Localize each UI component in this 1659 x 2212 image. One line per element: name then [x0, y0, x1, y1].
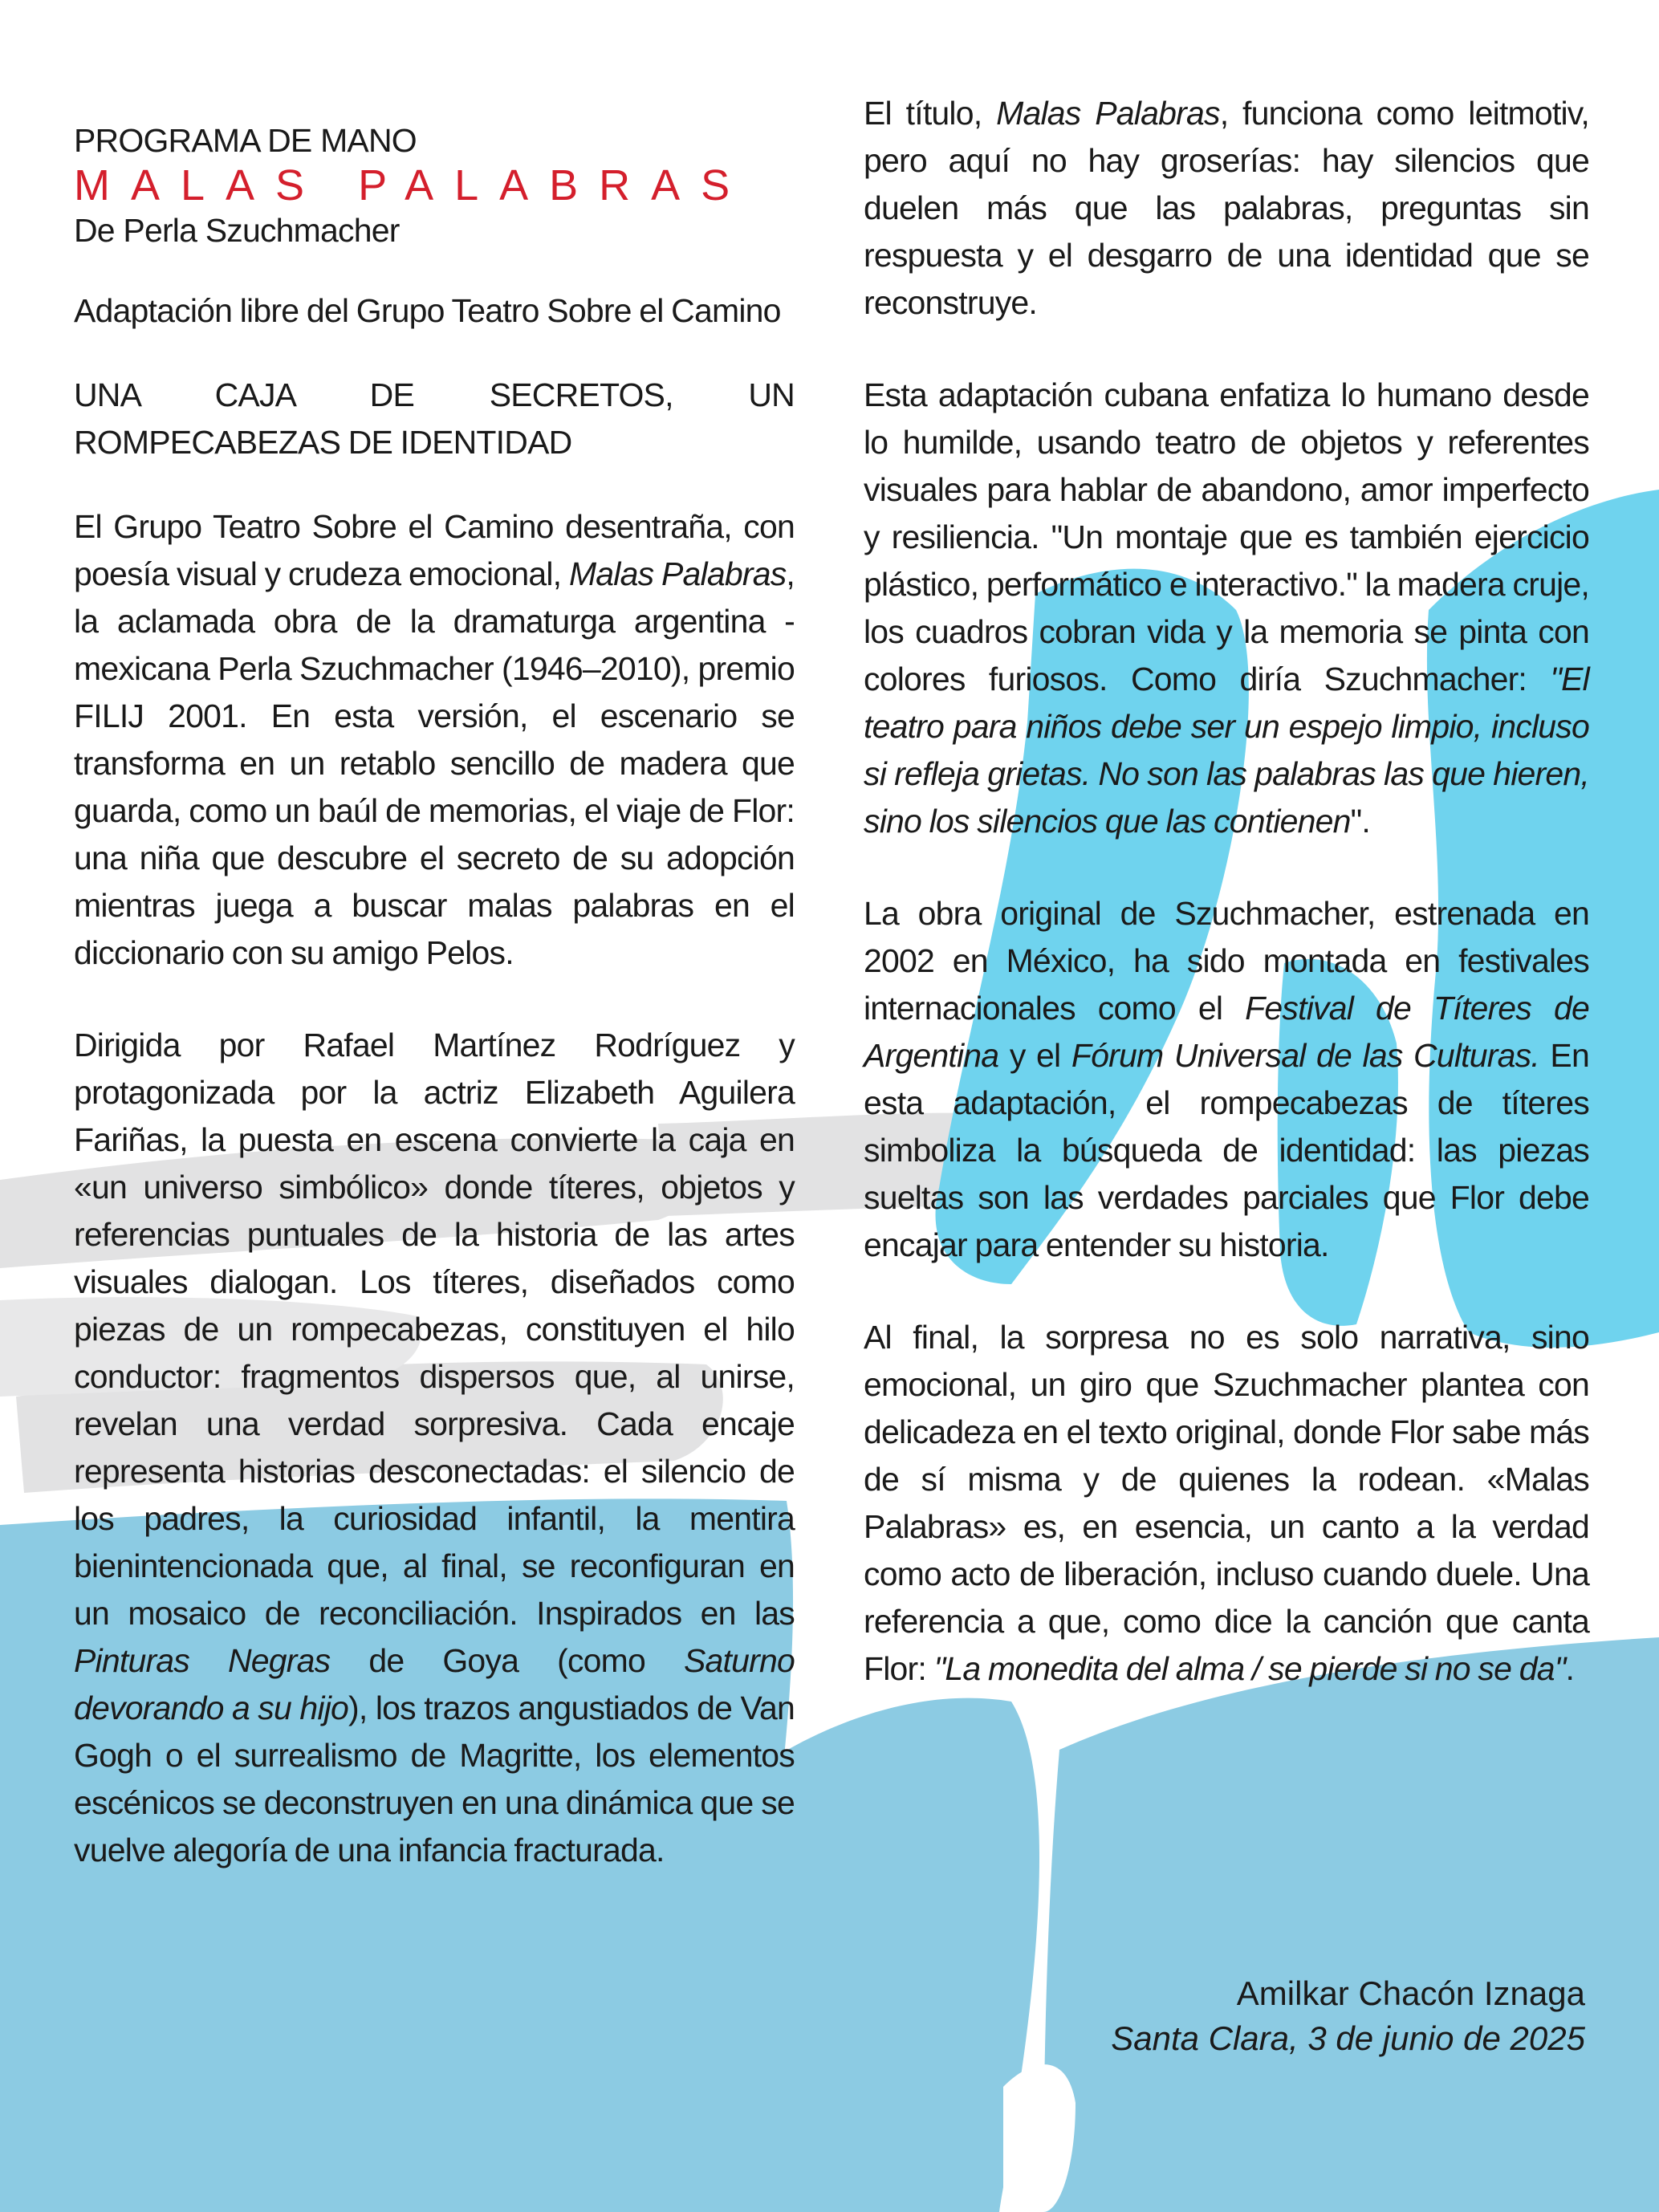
right-paragraph-4: Al final, la sorpresa no es solo narrativa, sino emocional, un giro que Szuchmacher plantea con delicadeza en el texto original, donde Flor sabe más de sí misma y de quienes la rodean. «Malas Palabras» es, en esencia, un canto a la verdad como acto de liberación, incluso cuando duele. Una referencia a que, como dice la canción que canta Flor: "La monedita del alma / se pierde si no se da".	[864, 1319, 1589, 1687]
section-heading: UNA CAJA DE SECRETOS, UN ROMPECABEZAS DE IDENTIDAD	[74, 376, 795, 461]
right-paragraph-3: La obra original de Szuchmacher, estrenada en 2002 en México, ha sido montada en festivales internacionales como el Festival de Títeres de Argentina y el Fórum Universal de las Culturas. En esta adaptación, el rompecabezas de títeres simboliza la búsqueda de identidad: las piezas sueltas son las verdades parciales que Flor debe encajar para entender su historia.	[864, 895, 1589, 1263]
play-author: De Perla Szuchmacher	[74, 212, 400, 249]
signature-name: Amilkar Chacón Iznaga	[1236, 1974, 1585, 2012]
signature-place-date: Santa Clara, 3 de junio de 2025	[1111, 2019, 1585, 2057]
blue-stroke-bottom-right	[1043, 1637, 1659, 2212]
program-label: PROGRAMA DE MANO	[74, 122, 417, 159]
right-paragraph-1: El título, Malas Palabras, funciona como leitmotiv, pero aquí no hay groserías: hay silencios que duelen más que las palabras, preguntas sin respuesta y el desgarro de una identidad que se reconstruye.	[864, 95, 1590, 321]
left-column	[74, 120, 795, 1874]
adaptation-credit: Adaptación libre del Grupo Teatro Sobre el Camino	[74, 292, 781, 329]
right-paragraph-2: Esta adaptación cubana enfatiza lo humano desde lo humilde, usando teatro de objetos y referentes visuales para hablar de abandono, amor imperfecto y resiliencia. "Un montaje que es también ejercicio plástico, performático e interactivo." la madera cruje, los cuadros cobran vida y la memoria se pinta con colores furiosos. Como diría Szuchmacher: "El teatro para niños debe ser un espejo limpio, incluso si refleja grietas. No son las palabras las que hieren, sino los silencios que las contienen".	[864, 376, 1589, 840]
play-title: MALAS PALABRAS	[74, 161, 751, 209]
left-paragraph-1: El Grupo Teatro Sobre el Camino desentraña, con poesía visual y crudeza emocional, Malas Palabras, la aclamada obra de la dramaturga argentina - mexicana Perla Szuchmacher (1946–2010), premio FILIJ 2001. En esta versión, el escenario se transforma en un retablo sencillo de madera que guarda, como un baúl de memorias, el viaje de Flor: una niña que descubre el secreto de su adopción mientras juega a buscar malas palabras en el diccionario con su amigo Pelos.	[74, 508, 795, 971]
signature-block	[1111, 1971, 1585, 2061]
left-paragraph-2: Dirigida por Rafael Martínez Rodríguez y protagonizada por la actriz Elizabeth Aguilera Fariñas, la puesta en escena convierte la caja en «un universo simbólico» donde títeres, objetos y referencias puntuales de la historia de las artes visuales dialogan. Los títeres, diseñados como piezas de un rompecabezas, constituyen el hilo conductor: fragmentos dispersos que, al unirse, revelan una verdad sorpresiva. Cada encaje representa historias desconectadas: el silencio de los padres, la curiosidad infantil, la mentira bienintencionada que, al final, se reconfiguran en un mosaico de reconciliación. Inspirados en las Pinturas Negras de Goya (como Saturno devorando a su hijo), los trazos angustiados de Van Gogh o el surrealismo de Magritte, los elementos escénicos se deconstruyen en una dinámica que se vuelve alegoría de una infancia fracturada.	[74, 1027, 795, 1868]
right-column	[864, 90, 1589, 1693]
